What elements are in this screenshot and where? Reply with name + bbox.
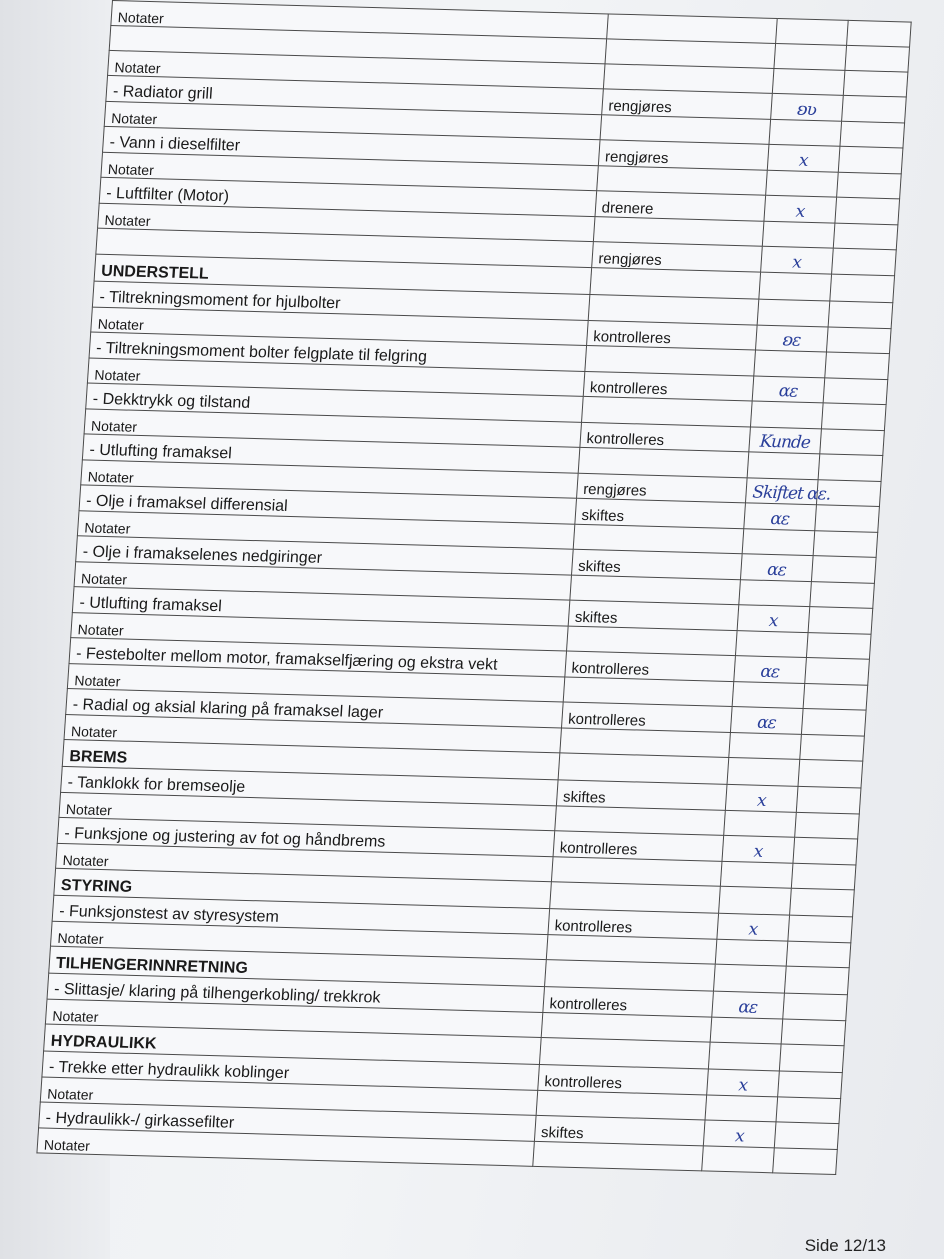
signature-cell[interactable] — [770, 93, 843, 121]
extra-cell — [813, 531, 878, 558]
handwritten-signature: x — [795, 201, 805, 222]
item-label: - Funksjonstest av styresystem — [52, 895, 549, 934]
section-title: BREMS — [62, 739, 559, 779]
item-label: - Radiator grill — [106, 75, 603, 114]
signature-cell[interactable] — [702, 1146, 775, 1173]
extra-cell — [795, 812, 860, 839]
signature-cell[interactable] — [729, 732, 802, 759]
signature-cell[interactable] — [755, 325, 828, 352]
extra-cell — [783, 993, 848, 1021]
extra-cell — [778, 1071, 843, 1099]
signature-cell[interactable] — [760, 246, 833, 274]
signature-cell[interactable] — [765, 170, 838, 197]
action-cell: kontrolleres — [542, 987, 713, 1018]
signature-cell[interactable] — [739, 580, 812, 607]
item-label: - Vann i dieselfilter — [103, 126, 600, 165]
notes-label[interactable]: Notater — [108, 50, 605, 88]
handwritten-signature: x — [753, 841, 763, 862]
notes-label[interactable]: Notater — [101, 152, 598, 190]
extra-cell — [791, 863, 856, 890]
item-label: - Luftfilter (Motor) — [99, 177, 596, 216]
notes-label[interactable]: Notater — [40, 1077, 537, 1115]
extra-cell — [810, 582, 875, 609]
notes-label[interactable]: Notater — [81, 460, 578, 498]
handwritten-signature: ɑɛ — [737, 997, 758, 1018]
extra-cell — [811, 556, 876, 584]
signature-cell[interactable] — [742, 529, 815, 556]
extra-cell — [803, 683, 868, 710]
handwritten-signature: Kunde — [759, 431, 811, 454]
handwritten-signature: ɑɛ — [769, 509, 790, 530]
handwritten-signature: ʚɛ — [782, 330, 801, 351]
item-label: - Olje i framaksel differensial — [79, 485, 576, 524]
signature-cell[interactable] — [737, 605, 810, 633]
signature-cell[interactable] — [718, 886, 791, 915]
extra-cell — [815, 505, 880, 533]
extra-cell — [781, 1019, 846, 1046]
notes-label[interactable]: Notater — [77, 511, 574, 549]
extra-cell — [840, 121, 905, 148]
extra-cell — [788, 915, 853, 943]
extra-cell — [841, 95, 906, 123]
handwritten-signature: ɑɛ — [766, 559, 787, 581]
signature-cell[interactable] — [745, 478, 831, 505]
handwritten-signature: ʚʋ — [796, 99, 817, 121]
signature-cell[interactable] — [754, 350, 827, 378]
notes-label[interactable]: Notater — [50, 921, 547, 959]
page-number: Side 12/13 — [804, 1236, 886, 1255]
notes-label[interactable]: Notater — [104, 101, 601, 139]
notes-label[interactable]: Notater — [84, 409, 581, 447]
signature-cell[interactable] — [750, 401, 823, 429]
item-label: - Utlufting framaksel — [72, 587, 569, 626]
item-label: - Radial og aksial klaring på framaksel lager — [66, 689, 563, 728]
extra-cell — [831, 248, 896, 276]
item-label: - Tanklokk for bremseolje — [61, 766, 558, 805]
extra-cell — [796, 786, 861, 814]
extra-cell — [818, 454, 883, 482]
extra-cell — [779, 1044, 844, 1073]
signature-cell[interactable] — [713, 964, 786, 993]
handwritten-signature: x — [737, 1075, 748, 1096]
signature-cell[interactable] — [747, 452, 820, 480]
signature-cell[interactable] — [720, 861, 793, 888]
item-label: - Slittasje/ klaring på tilhengerkobling/ trekkrok — [47, 973, 544, 1012]
notes-label[interactable]: Notater — [56, 843, 553, 881]
extra-cell — [820, 429, 885, 456]
signature-cell[interactable] — [775, 18, 848, 45]
extra-cell — [823, 378, 888, 405]
handwritten-signature: x — [756, 790, 767, 811]
item-label: - Hydraulikk-/ girkassefilter — [39, 1102, 536, 1141]
signature-cell[interactable] — [772, 68, 845, 95]
action-cell: kontrolleres — [583, 371, 754, 401]
extra-cell — [806, 633, 871, 660]
extra-cell — [776, 1097, 841, 1124]
action-cell: kontrolleres — [586, 320, 757, 350]
signature-cell[interactable] — [764, 195, 837, 223]
section-title: HYDRAULIKK — [44, 1024, 541, 1064]
extra-cell — [773, 1148, 838, 1175]
notes-label[interactable]: Notater — [91, 307, 588, 345]
extra-cell — [845, 45, 910, 72]
extra-cell — [774, 1122, 839, 1150]
signature-cell[interactable] — [757, 299, 830, 327]
item-label: - Olje i framakselenes nedgiringer — [76, 536, 573, 575]
handwritten-signature: x — [734, 1126, 745, 1147]
item-label: - Festebolter mellom motor, framakselfjæring og ekstra vekt — [69, 638, 566, 677]
signature-cell[interactable] — [769, 119, 842, 146]
notes-label[interactable]: Notater — [87, 358, 584, 396]
extra-cell — [805, 658, 870, 686]
extra-cell — [789, 888, 854, 917]
signature-cell[interactable] — [703, 1120, 776, 1148]
action-cell: rengjøres — [598, 140, 769, 171]
action-cell: kontrolleres — [548, 909, 719, 940]
extra-cell — [830, 274, 895, 303]
signature-cell[interactable] — [712, 991, 785, 1019]
extra-cell — [800, 734, 865, 761]
signature-cell[interactable] — [708, 1042, 781, 1071]
extra-cell — [828, 301, 893, 329]
action-cell: rengjøres — [591, 242, 762, 273]
notes-label[interactable]: Notater — [45, 999, 542, 1037]
extra-cell — [798, 759, 863, 788]
extra-cell — [808, 607, 873, 635]
action-cell: skiftes — [534, 1115, 705, 1146]
action-cell: kontrolleres — [579, 422, 750, 452]
section-title: TILHENGERINNRETNING — [49, 946, 546, 986]
action-cell: kontrolleres — [553, 831, 724, 862]
action-cell: kontrolleres — [561, 702, 732, 733]
extra-cell — [786, 941, 851, 968]
action-cell: kontrolleres — [564, 651, 735, 682]
signature-cell[interactable] — [767, 144, 840, 172]
item-label: - Funksjone og justering av fot og håndbrems — [57, 817, 554, 856]
signature-cell[interactable] — [727, 757, 800, 786]
signature-cell[interactable] — [734, 656, 807, 684]
notes-label[interactable]: Notater — [64, 715, 561, 753]
section-title: STYRING — [54, 868, 551, 908]
signature-cell[interactable] — [717, 913, 790, 941]
signature-cell[interactable] — [752, 376, 825, 403]
signature-cell[interactable] — [749, 427, 822, 454]
extra-cell — [801, 708, 866, 736]
item-label: - Tiltrekningsmoment for hjulbolter — [92, 281, 589, 320]
checklist-sheet — [32, 0, 911, 1235]
service-checklist-table — [36, 0, 911, 1175]
action-cell: drenere — [595, 191, 766, 222]
signature-cell[interactable] — [740, 554, 813, 582]
item-label: - Trekke etter hydraulikk koblinger — [42, 1051, 539, 1090]
signature-cell[interactable] — [725, 784, 798, 812]
extra-cell — [835, 197, 900, 225]
extra-cell — [793, 837, 858, 865]
extra-cell — [843, 70, 908, 97]
notes-label[interactable]: Notater — [37, 1128, 534, 1166]
signature-cell[interactable] — [735, 631, 808, 658]
signature-cell[interactable] — [762, 221, 835, 248]
section-title: UNDERSTELL — [94, 254, 591, 294]
extra-cell — [784, 966, 849, 995]
signature-cell[interactable] — [774, 43, 847, 70]
notes-label[interactable]: Notater — [67, 664, 564, 702]
action-cell: skiftes — [568, 600, 739, 631]
handwritten-signature: Skiftet ɑɛ. — [751, 482, 831, 505]
signature-cell[interactable] — [705, 1095, 778, 1122]
extra-cell — [833, 223, 898, 250]
notes-label[interactable]: Notater — [71, 613, 568, 651]
item-label: - Utlufting framaksel — [82, 434, 579, 473]
extra-cell — [825, 352, 890, 380]
handwritten-signature: x — [798, 150, 809, 171]
handwritten-signature: x — [768, 611, 779, 632]
signature-cell[interactable] — [730, 707, 803, 735]
handwritten-signature: ɑɛ — [759, 661, 780, 683]
signature-cell[interactable] — [710, 1017, 783, 1044]
action-cell: skiftes — [556, 780, 727, 811]
handwritten-signature: x — [747, 919, 758, 940]
action-cell: skiftes — [574, 498, 745, 529]
signature-cell[interactable] — [723, 810, 796, 837]
action-cell: skiftes — [571, 549, 742, 580]
handwritten-signature: ɑɛ — [778, 381, 799, 402]
signature-cell[interactable] — [732, 682, 805, 709]
handwritten-signature: x — [791, 252, 802, 273]
action-cell — [532, 1141, 703, 1171]
extra-cell — [826, 327, 891, 354]
signature-cell[interactable] — [722, 835, 795, 863]
action-cell: kontrolleres — [537, 1064, 708, 1095]
extra-cell — [821, 403, 886, 431]
notes-label[interactable]: Notater — [98, 203, 595, 241]
signature-cell[interactable] — [715, 939, 788, 966]
notes-label[interactable]: Notater — [111, 1, 608, 39]
signature-cell[interactable] — [759, 272, 832, 301]
extra-cell — [846, 20, 911, 47]
notes-label[interactable]: Notater — [59, 792, 556, 830]
action-cell: rengjøres — [601, 89, 772, 120]
extra-cell — [837, 172, 902, 199]
action-cell: rengjøres — [576, 473, 747, 503]
notes-label[interactable]: Notater — [74, 562, 571, 600]
extra-cell — [838, 146, 903, 174]
handwritten-signature: ɑɛ — [756, 712, 777, 734]
item-label: - Dekktrykk og tilstand — [86, 383, 583, 422]
signature-cell[interactable] — [706, 1069, 779, 1097]
item-label: - Tiltrekningsmoment bolter felgplate til felgring — [89, 332, 586, 371]
signature-cell[interactable] — [744, 503, 817, 531]
